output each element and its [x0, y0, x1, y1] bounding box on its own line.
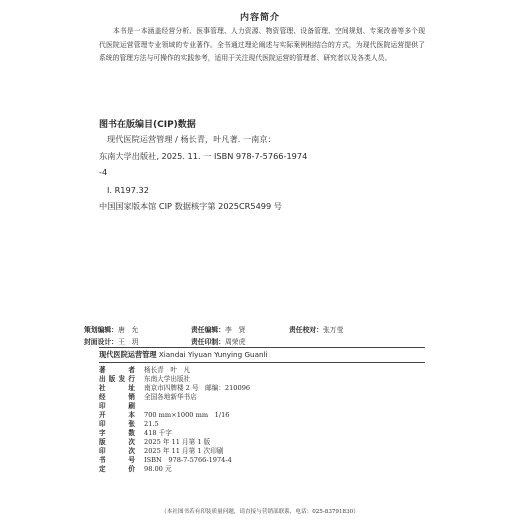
pub-value: 418 千字	[144, 429, 172, 437]
pub-row-price	[99, 465, 172, 474]
responsible-editor	[191, 324, 245, 334]
planning-editor	[84, 324, 138, 334]
pub-label: 出版发行	[99, 375, 135, 383]
pub-value: 700 mm×1000 mm 1/16	[144, 411, 230, 419]
book-title-pinyin: Xiandai Yiyuan Yunying Guanli	[158, 350, 268, 359]
cip-line-4: Ⅰ. R197.32	[107, 185, 149, 195]
pub-label: 开本	[99, 411, 135, 419]
summary-body: 本书是一本涵盖经营分析、医事管理、人力资源、物资管理、设备管理、空间规划、专案改善等多个现代医院运营管理专业领域的专业著作。全书通过理论阐述与实际案例相结合的方式，为现代医院运营提供了系统的管理方法与可操作的实践参考，适用于关注现代医院运营的管理者、研究者以及各类人员。	[99, 27, 425, 62]
pub-row-isbn	[99, 456, 232, 465]
pub-row-publisher	[99, 375, 190, 384]
pub-row-wordcount	[99, 429, 172, 438]
planning-editor-name: 唐 允	[117, 326, 139, 334]
pub-label: 著者	[99, 366, 135, 374]
pub-row-distributor	[99, 393, 197, 402]
pub-value: 21.5	[144, 420, 159, 428]
pub-row-address	[99, 384, 250, 393]
pub-value: 2025 年 11 月第 1 版	[144, 438, 211, 446]
pub-value: 2025 年 11 月第 1 次印刷	[144, 447, 224, 455]
pub-row-sheets	[99, 420, 159, 429]
cip-line-1: 现代医院运营管理 / 杨长青，叶凡著. 一南京：	[107, 134, 276, 144]
cip-line-5: 中国国家版本馆 CIP 数据核字第 2025CR5499 号	[99, 201, 282, 211]
cover-design-name: 王 玥	[117, 338, 139, 346]
pub-value: ISBN 978-7-5766-1974-4	[144, 456, 232, 464]
pub-value: 98.00 元	[144, 465, 172, 473]
print-supervisor-name: 周荣虎	[224, 338, 246, 346]
pub-row-printer	[99, 402, 144, 411]
pub-label: 印刷	[99, 402, 135, 410]
cip-line-2: 东南大学出版社, 2025. 11. 一 ISBN 978-7-5766-1974	[99, 151, 308, 161]
pub-row-author	[99, 366, 190, 375]
pub-value: 全国各地新华书店	[144, 393, 197, 401]
pub-label: 社址	[99, 384, 135, 392]
pub-row-format	[99, 411, 230, 420]
pub-row-printing	[99, 447, 223, 456]
pub-label: 书号	[99, 456, 135, 464]
pub-value: 杨长青 叶 凡	[144, 366, 191, 374]
divider-bottom	[99, 362, 425, 363]
summary-title: 内容简介	[239, 13, 280, 23]
print-supervisor-label: 责任印制：	[191, 338, 225, 346]
cip-line-3: -4	[99, 167, 108, 177]
divider-top	[99, 347, 425, 348]
pub-label: 经销	[99, 393, 135, 401]
pub-value: 南京市四牌楼 2 号 邮编：210096	[144, 384, 251, 392]
cover-design-label: 封面设计：	[84, 338, 118, 346]
planning-editor-label: 策划编辑：	[84, 326, 118, 334]
book-title	[99, 350, 268, 360]
responsible-editor-name: 李 贤	[224, 326, 246, 334]
book-title-cn: 现代医院运营管理	[99, 350, 157, 359]
footer-note: （本社图书若有印装质量问题，请直接与营销部联系，电话：025-83791830）	[161, 509, 359, 515]
proofreader	[289, 324, 343, 334]
responsible-editor-label: 责任编辑：	[191, 326, 225, 334]
cip-heading: 图书在版编目(CIP)数据	[99, 120, 196, 130]
pub-label: 印张	[99, 420, 135, 428]
proofreader-label: 责任校对：	[289, 326, 323, 334]
pub-label: 印次	[99, 447, 135, 455]
pub-label: 定价	[99, 465, 135, 473]
pub-row-edition	[99, 438, 210, 447]
proofreader-name: 张万莹	[322, 326, 344, 334]
print-supervisor	[191, 336, 245, 346]
pub-label: 字数	[99, 429, 135, 437]
cover-design	[84, 336, 138, 346]
pub-label: 版次	[99, 438, 135, 446]
pub-value: 东南大学出版社	[144, 375, 191, 383]
